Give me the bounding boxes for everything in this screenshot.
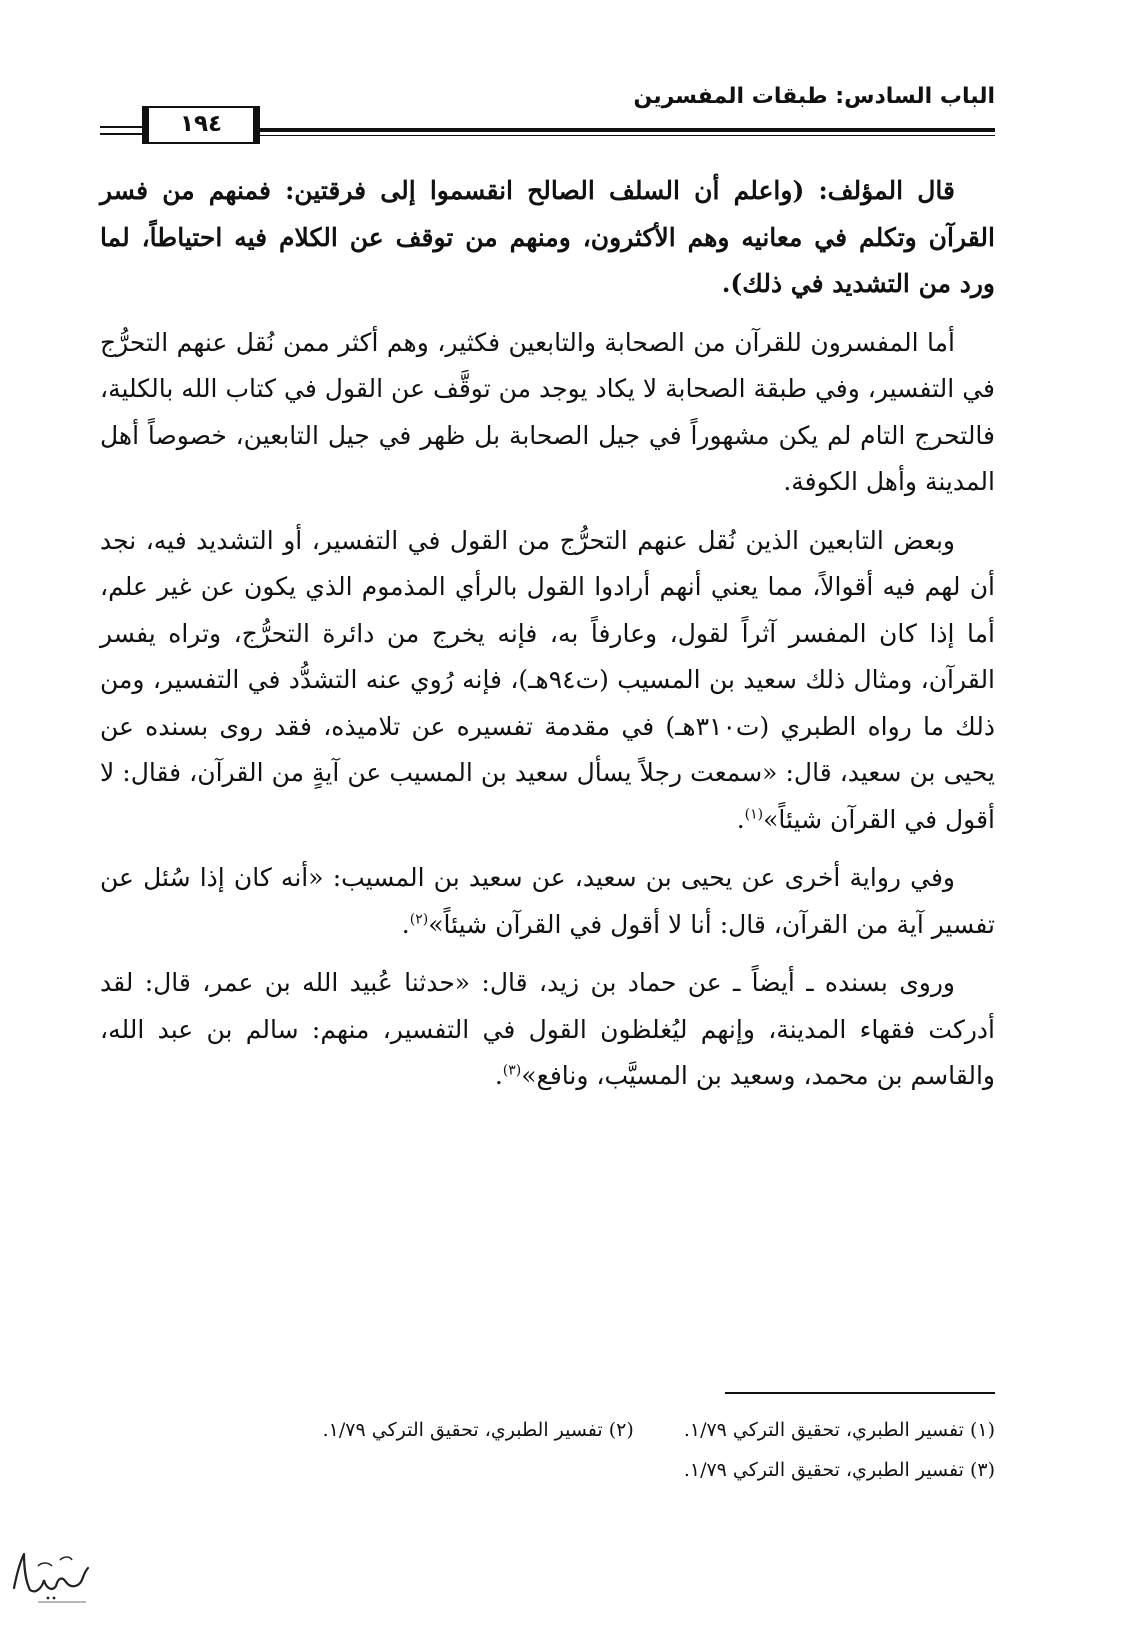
footnote-separator [725,1392,995,1394]
header-rule-left [100,126,142,128]
main-text [100,168,995,1112]
paragraph-3-end: . [736,804,745,834]
header-rule-thick [260,128,995,132]
paragraph-3 [100,518,995,844]
header-rule-thin [260,135,995,136]
paragraph-5-text: وروى بسنده ـ أيضاً ـ عن حماد بن زيد، قال: «حدثنا عُبيد الله بن عمر، قال: لقد أدركت فقهاء المدينة، وإنهم ليُغلظون القول في التفسير، منهم: سالم بن عبد الله، والقاسم بن محمد، وسعيد بن المسيَّب، ونافع» [100,968,995,1090]
footnote-row [100,1450,995,1490]
footnote-ref-2[interactable]: (٢) [409,911,429,928]
footnote-3: (٣) تفسير الطبري، تحقيق التركي ١/٧٩. [683,1459,995,1481]
paragraph-5 [100,960,995,1100]
footnote-2: (٢) تفسير الطبري، تحقيق التركي ١/٧٩. [322,1419,634,1441]
header-rule-left-lower [100,133,142,135]
library-logo-calligraphy-icon [8,1548,93,1606]
footnotes [100,1410,995,1490]
paragraph-5-end: . [494,1061,503,1090]
page-number: ١٩٤ [142,106,260,144]
footnote-ref-3[interactable]: (٣) [502,1062,522,1079]
paragraph-3-text: وبعض التابعين الذين نُقل عنهم التحرُّج من القول في التفسير، أو التشديد فيه، نجد أن لهم فيه أقوالاً، مما يعني أنهم أرادوا القول بالرأي المذموم الذي يكون عن غير علم، أما إذا كان المفسر آثراً لقول، وعارفاً به، فإنه يخرج من دائرة التحرُّج، وتراه يفسر القرآن، ومثال ذلك سعيد بن المسيب (ت٩٤هـ)، فإنه رُوي عنه التشدُّد في التفسير، ومن ذلك ما رواه الطبري (ت٣١٠هـ) في مقدمة تفسيره عن تلاميذه، فقد روى بسنده عن يحيى بن سعيد، قال: «سمعت رجلاً يسأل سعيد بن المسيب عن آيةٍ من القرآن، فقال: لا أقول في القرآن شيئاً» [100,525,996,834]
paragraph-2: أما المفسرون للقرآن من الصحابة والتابعين فكثير، وهم أكثر ممن نُقل عنهم التحرُّج في التفسير، وفي طبقة الصحابة لا يكاد يوجد من توقَّف عن القول في كتاب الله بالكلية، فالتحرج التام لم يكن مشهوراً في جيل الصحابة بل ظهر في جيل التابعين، خصوصاً أهل المدينة وأهل الكوفة. [100,327,995,496]
author-quote: (واعلم أن السلف الصالح انقسموا إلى فرقتين: فمنهم من فسر القرآن وتكلم في معانيه وهم الأكثرون، ومنهم من توقف عن الكلام فيه احتياطاً، لما ورد من التشديد في ذلك). [100,176,995,298]
chapter-title: الباب السادس: طبقات المفسرين [633,84,995,109]
footnote-ref-1[interactable]: (١) [744,806,764,823]
paragraph-4-end: . [401,909,410,939]
author-quote-paragraph [100,168,995,308]
page-header [100,76,995,146]
paragraph-4 [100,855,995,948]
footnote-1: (١) تفسير الطبري، تحقيق التركي ١/٧٩. [683,1419,995,1441]
author-label: قال المؤلف: [818,176,956,205]
footnote-row [100,1410,995,1450]
paragraph-4-text: وفي رواية أخرى عن يحيى بن سعيد، عن سعيد بن المسيب: «أنه كان إذا سُئل عن تفسير آية من القرآن، قال: أنا لا أقول في القرآن شيئاً» [100,863,995,939]
